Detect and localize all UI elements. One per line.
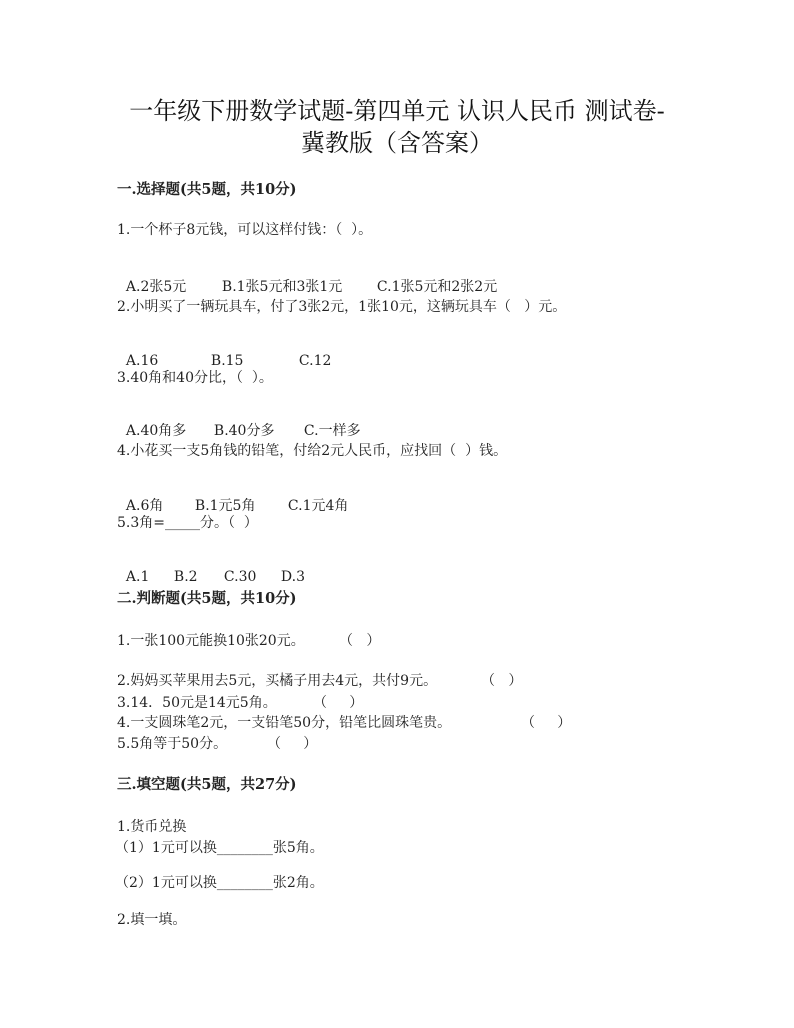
question-text: 5.3角=_____分。（ ） (117, 515, 258, 531)
section-heading-choice: 一.选择题(共5题，共10分) (117, 181, 297, 198)
option: D.3 (280, 569, 305, 585)
option: B.40分多 (213, 423, 275, 439)
option: C.12 (298, 353, 332, 369)
question-options (117, 260, 497, 296)
question-statement: 3.14．50元是14元5角。 (117, 695, 277, 711)
question-text (117, 714, 571, 732)
question-text: 1.一个杯子8元钱，可以这样付钱：（ ）。 (117, 222, 373, 238)
option: A.6角 (125, 498, 164, 514)
question-options (117, 550, 305, 586)
question-text: （2）1元可以换________张2角。 (115, 875, 324, 891)
section-heading-judgment: 二.判断题(共5题，共10分) (117, 590, 297, 607)
option: B.2 (173, 569, 198, 585)
answer-bracket: （ ） (267, 736, 318, 752)
question-statement: 5.5角等于50分。 (117, 736, 228, 752)
question-text: 4.小花买一支5角钱的铅笔，付给2元人民币，应找回（ ）钱。 (117, 443, 508, 459)
option: C.30 (223, 569, 257, 585)
question-text (117, 632, 380, 650)
question-statement: 1.一张100元能换10张20元。 (117, 633, 305, 649)
question-options (117, 479, 348, 515)
answer-bracket: （ ） (313, 695, 364, 711)
option: A.40角多 (125, 423, 187, 439)
section-heading-fill: 三.填空题(共5题，共27分) (117, 776, 297, 793)
answer-bracket: （ ） (481, 673, 523, 689)
option: B.15 (210, 353, 244, 369)
doc-title-line2: 冀教版（含答案） (301, 129, 493, 157)
option: A.2张5元 (125, 279, 187, 295)
question-text (117, 735, 317, 753)
question-text: 3.40角和40分比，（ ）。 (117, 370, 273, 386)
option: B.1张5元和3张1元 (221, 279, 343, 295)
question-text: 2.小明买了一辆玩具车，付了3张2元，1张10元，这辆玩具车（ ）元。 (117, 299, 567, 315)
question-options (117, 334, 331, 370)
answer-bracket: （ ） (339, 633, 381, 649)
option: B.1元5角 (194, 498, 256, 514)
doc-title-line1: 一年级下册数学试题-第四单元 认识人民币 测试卷- (129, 97, 665, 125)
option: C.一样多 (303, 423, 361, 439)
question-text: 1.货币兑换 (117, 819, 187, 835)
option: A.1 (125, 569, 150, 585)
question-text: （1）1元可以换________张5角。 (115, 840, 324, 856)
option: A.16 (125, 353, 159, 369)
question-options (117, 404, 361, 440)
question-text (117, 672, 522, 690)
option: C.1张5元和2张2元 (376, 279, 498, 295)
question-text (117, 694, 363, 712)
question-statement: 4.一支圆珠笔2元，一支铅笔50分，铅笔比圆珠笔贵。 (117, 715, 452, 731)
option: C.1元4角 (287, 498, 349, 514)
question-text: 2.填一填。 (117, 912, 187, 928)
question-statement: 2.妈妈买苹果用去5元，买橘子用去4元，共付9元。 (117, 673, 438, 689)
answer-bracket: （ ） (521, 715, 572, 731)
